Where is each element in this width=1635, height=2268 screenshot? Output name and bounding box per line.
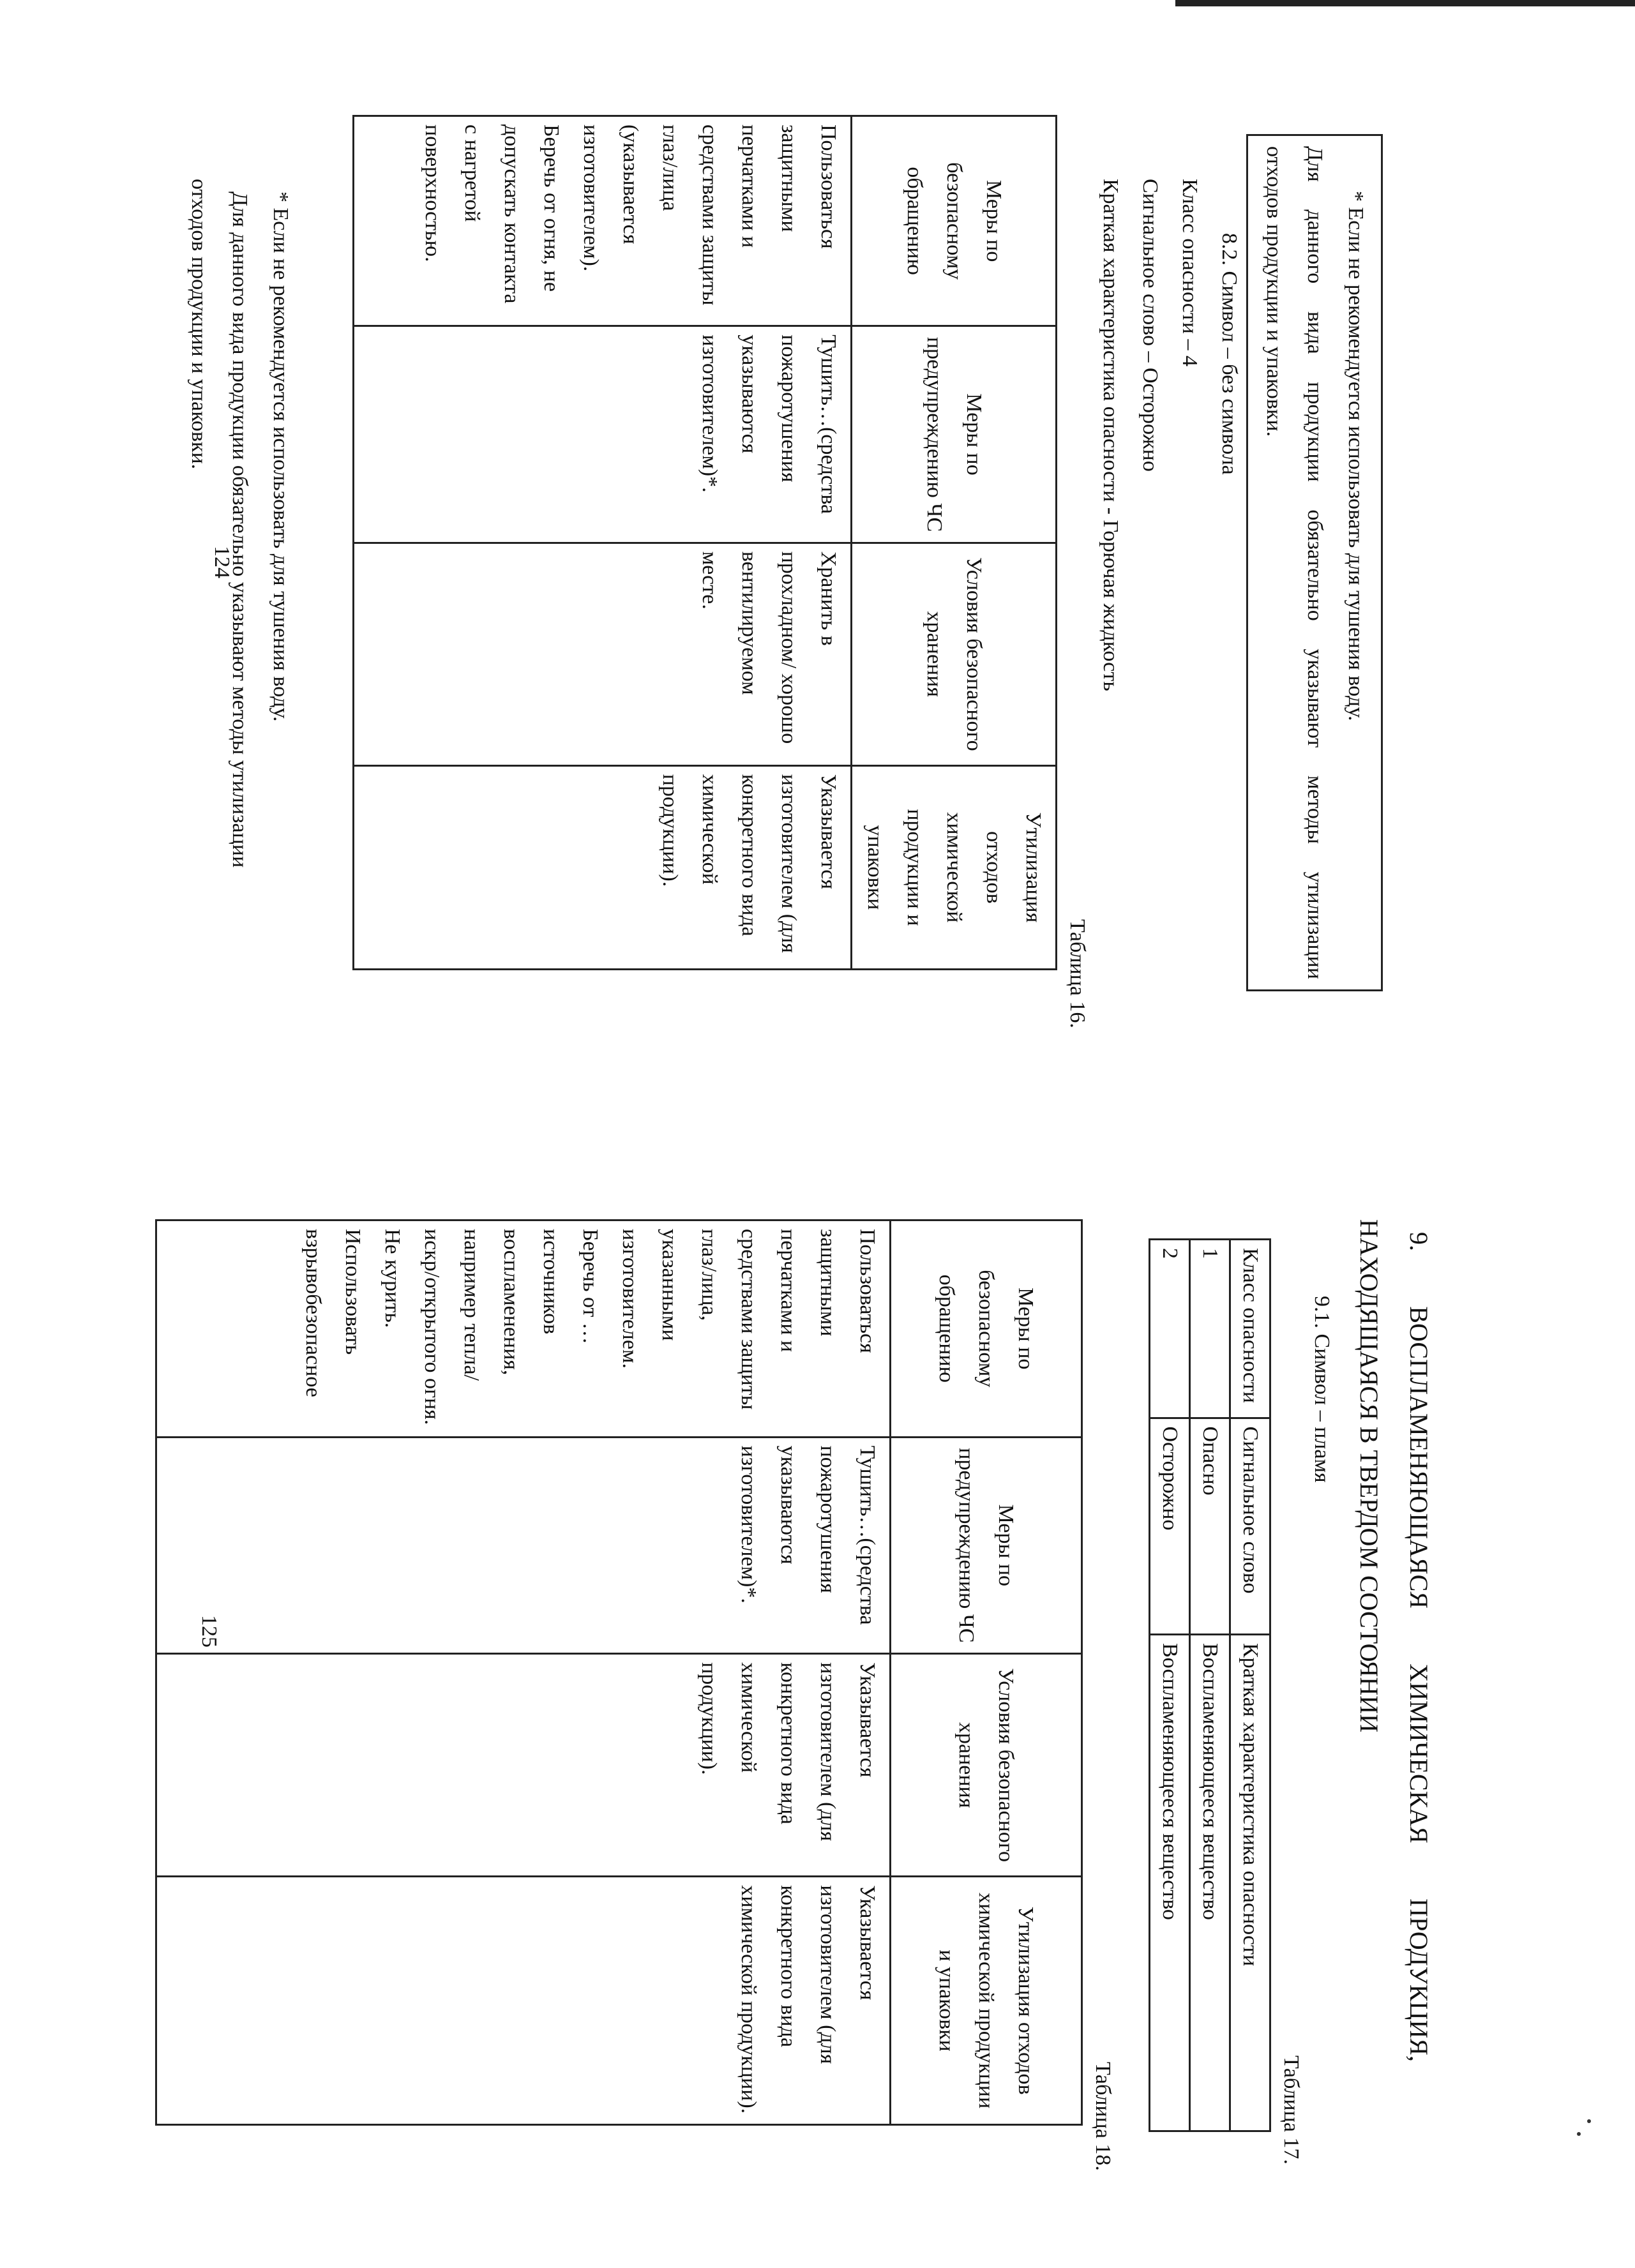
hazard-class-line: Класс опасности – 4 <box>1178 179 1202 366</box>
table-18-caption: Таблица 18. <box>1091 2062 1115 2171</box>
page-number: 124 <box>210 546 234 578</box>
table-16 <box>352 115 1057 970</box>
table-17 <box>1149 1238 1271 2132</box>
table-17-header-signal: Сигнальное слово <box>1230 1418 1270 1634</box>
footnote-line-2: Для данного вида продукции обязательно указывают методы утилизации <box>228 192 252 868</box>
section-heading-line-1 <box>1394 1219 1443 2062</box>
section-heading-word-3: ПРОДУКЦИЯ, <box>1405 1898 1433 2062</box>
table-17-header-class: Класс опасности <box>1230 1240 1270 1418</box>
page-124 <box>0 0 1635 1123</box>
table-17-caption: Таблица 17. <box>1279 2055 1303 2165</box>
table-18 <box>155 1219 1083 2126</box>
section-heading-line-2: НАХОДЯЩАЯСЯ В ТВЕРДОМ СОСТОЯНИИ <box>1355 1219 1383 1732</box>
table-16-header-handling: Меры по безопасному обращению <box>852 116 1057 326</box>
table-18-header-handling: Меры по безопасному обращению <box>891 1220 1082 1438</box>
note-box-line-1: * Если не рекомендуется использовать для тушения воду. <box>1344 191 1368 721</box>
table-16-cell-disposal: Указывается изготовителем (для конкретного вида химической продукции). <box>354 765 852 969</box>
table-18-cell-storage: Указывается изготовителем (для конкретного вида химической продукции). <box>156 1654 891 1877</box>
footnote-line-1: * Если не рекомендуется использовать для тушения воду. <box>269 192 292 722</box>
note-box-line-3: отходов продукции и упаковки. <box>1262 146 1286 437</box>
page-number: 125 <box>197 1615 221 1648</box>
page-125 <box>0 1175 1635 2268</box>
section-heading <box>1344 1219 1443 2062</box>
footnote <box>178 147 301 977</box>
table-18-cell-disposal: Указывается изготовителем (для конкретного вида химической продукции). <box>156 1877 891 2125</box>
table-17-header-description: Краткая характеристика опасности <box>1230 1634 1270 2131</box>
footnote-line-3: отходов продукции и упаковки. <box>187 179 211 470</box>
table-17-row-2-class: 2 <box>1150 1240 1190 1418</box>
table-18-header-disposal: Утилизация отходов химической продукции и упаковки <box>891 1877 1082 2125</box>
table-17-row-2-signal: Осторожно <box>1150 1418 1190 1634</box>
table-18-cell-prevention: Тушить…(средства пожаротушения указываются изготовителем)*. <box>156 1437 891 1654</box>
symbol-line: 9.1. Символ – пламя <box>1310 1296 1334 1483</box>
table-17-row-1-description: Воспламеняющееся вещество <box>1190 1634 1230 2131</box>
table-16-cell-prevention: Тушить…(средства пожаротушения указываются изготовителем)*. <box>354 326 852 543</box>
hazard-description-line: Краткая характеристика опасности - Горючая жидкость <box>1099 179 1122 691</box>
table-17-row-1-class: 1 <box>1190 1240 1230 1418</box>
section-number: 9. <box>1405 1232 1433 1251</box>
table-18-header-storage: Условия безопасного хранения <box>891 1654 1082 1877</box>
table-18-cell-handling: Пользоваться защитными перчатками и средствами защиты глаз/лица, указанными изготовителем. Беречь от …источников воспламенения, например тепла/искр/открытого огня. Не курить. Использовать взрывобезопасное <box>156 1220 891 1438</box>
table-17-row-2-description: Воспламеняющееся вещество <box>1150 1634 1190 2131</box>
note-box-line-2: Для данного вида продукции обязательно указывают методы утилизации <box>1303 146 1327 979</box>
table-16-header-storage: Условия безопасного хранения <box>852 543 1057 765</box>
table-17-row-1-signal: Опасно <box>1190 1418 1230 1634</box>
section-heading-word-1: ВОСПЛАМЕНЯЮЩАЯСЯ <box>1405 1306 1433 1609</box>
table-16-caption: Таблица 16. <box>1066 919 1089 1028</box>
table-16-cell-storage: Хранить в прохладном/ хорошо вентилируемом месте. <box>354 543 852 765</box>
symbol-line: 8.2. Символ – без символа <box>1217 233 1241 475</box>
note-box <box>1246 134 1383 991</box>
signal-word-line: Сигнальное слово – Осторожно <box>1138 179 1162 472</box>
section-heading-word-2: ХИМИЧЕСКАЯ <box>1405 1663 1433 1844</box>
table-16-cell-handling: Пользоваться защитными перчатками и средствами защиты глаз/лица (указывается изготовителем). Беречь от огня, не допускать контакта с нагретой поверхностью. <box>354 116 852 326</box>
table-16-header-prevention: Меры по предупреждению ЧС <box>852 326 1057 543</box>
table-18-header-prevention: Меры по предупреждению ЧС <box>891 1437 1082 1654</box>
table-16-header-disposal: Утилизация отходов химической продукции и упаковки <box>852 765 1057 969</box>
